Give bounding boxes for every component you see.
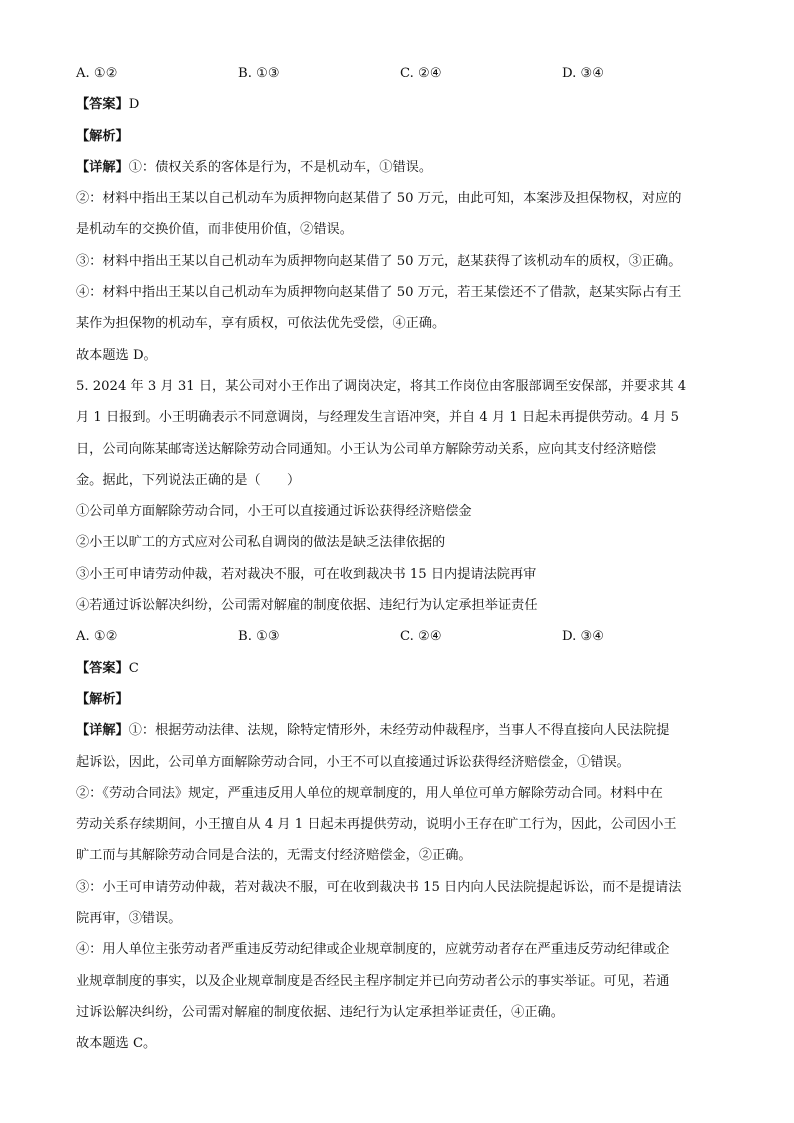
q5-detail-line: 过诉讼解决纠纷，公司需对解雇的制度依据、违纪行为认定承担举证责任，④正确。 — [76, 1004, 564, 1020]
analysis-tag: 【解析】 — [76, 691, 129, 707]
detail-text: ①：债权关系的客体是行为，不是机动车，①错误。 — [128, 159, 433, 175]
q5-answer — [76, 653, 726, 684]
q5-detail-line: 院再审，③错误。 — [76, 911, 182, 927]
q5-option: ①公司单方面解除劳动合同，小王可以直接通过诉讼获得经济赔偿金 — [76, 504, 472, 520]
answer-value: C — [128, 660, 139, 676]
q5-stem-line: 日，公司向陈某邮寄送达解除劳动合同通知。小王认为公司单方解除劳动关系，应向其支付经济赔偿 — [76, 441, 657, 457]
detail-tag: 【详解】 — [76, 723, 129, 739]
q5-choice-b: B. ①③ — [238, 629, 280, 645]
q4-answer — [76, 89, 726, 120]
q5-detail-line: 劳动关系存续期间，小王擅自从 4 月 1 日起未再提供劳动，说明小王存在旷工行为，因此，公司因小王 — [76, 817, 677, 833]
q5-stem-line: 月 1 日报到。小王明确表示不同意调岗，与经理发生言语冲突，并自 4 月 1 日起未再提供劳动。4 月 5 — [76, 410, 679, 426]
document-page — [76, 58, 726, 1060]
q5-detail-line: ②：《劳动合同法》规定，严重违反用人单位的规章制度的，用人单位可单方解除劳动合同。材料中在 — [76, 785, 663, 801]
answer-value: D — [128, 97, 140, 113]
q5-detail-line — [76, 715, 726, 746]
detail-text: ①：根据劳动法律、法规，除特定情形外，未经劳动仲裁程序，当事人不得直接向人民法院提 — [128, 723, 670, 739]
q4-analysis — [76, 121, 726, 152]
q5-choice-c: C. ②④ — [400, 629, 442, 645]
q5-detail-line: 起诉讼，因此，公司单方面解除劳动合同，小王不可以直接通过诉讼获得经济赔偿金，①错误。 — [76, 754, 630, 770]
q4-conclusion: 故本题选 D。 — [76, 347, 157, 363]
q5-choices — [76, 621, 726, 652]
q5-detail-line: 业规章制度的事实，以及企业规章制度是否经民主程序制定并已向劳动者公示的事实举证。可见，若通 — [76, 973, 670, 989]
detail-tag: 【详解】 — [76, 159, 129, 175]
q5-detail-line: ③：小王可申请劳动仲裁，若对裁决不服，可在收到裁决书 15 日内向人民法院提起诉讼，而不是提请法 — [76, 879, 682, 895]
q5-stem-line: 金。据此，下列说法正确的是（ ） — [76, 472, 301, 488]
q4-detail-line: 某作为担保物的机动车，享有质权，可依法优先受偿，④正确。 — [76, 316, 446, 332]
q4-choice-d: D. ③④ — [562, 66, 605, 81]
q4-detail-line: ②：材料中指出王某以自己机动车为质押物向赵某借了 50 万元，由此可知，本案涉及担保物权，对应的 — [76, 191, 682, 207]
q5-stem-line: 5. 2024 年 3 月 31 日，某公司对小王作出了调岗决定，将其工作岗位由客服部调至安保部，并要求其 4 — [76, 378, 687, 394]
answer-tag: 【答案】 — [76, 660, 129, 676]
q4-detail-line: 是机动车的交换价值，而非使用价值，②错误。 — [76, 222, 353, 238]
q4-detail-line: ④：材料中指出王某以自己机动车为质押物向赵某借了 50 万元，若王某偿还不了借款，赵某实际占有王 — [76, 285, 682, 301]
answer-tag: 【答案】 — [76, 97, 129, 113]
q4-detail-line — [76, 152, 726, 183]
q5-choice-a: A. ①② — [76, 629, 118, 645]
q5-option: ②小王以旷工的方式应对公司私自调岗的做法是缺乏法律依据的 — [76, 535, 446, 551]
q4-choice-a: A. ①② — [76, 66, 118, 81]
q5-option: ③小王可申请劳动仲裁，若对裁决不服，可在收到裁决书 15 日内提请法院再审 — [76, 566, 537, 582]
q5-choice-d: D. ③④ — [562, 629, 605, 645]
q5-conclusion: 故本题选 C。 — [76, 1036, 157, 1052]
q4-detail-line: ③：材料中指出王某以自己机动车为质押物向赵某借了 50 万元，赵某获得了该机动车的质权，③正确。 — [76, 253, 682, 269]
analysis-tag: 【解析】 — [76, 128, 129, 144]
q5-analysis — [76, 684, 726, 715]
q5-detail-line: 旷工而与其解除劳动合同是合法的，无需支付经济赔偿金，②正确。 — [76, 848, 472, 864]
q4-choices — [76, 58, 726, 89]
q5-option: ④若通过诉讼解决纠纷，公司需对解雇的制度依据、违纪行为认定承担举证责任 — [76, 598, 538, 614]
q5-detail-line: ④：用人单位主张劳动者严重违反劳动纪律或企业规章制度的，应就劳动者存在严重违反劳动纪律或企 — [76, 942, 670, 958]
q4-choice-b: B. ①③ — [238, 66, 280, 81]
q4-choice-c: C. ②④ — [400, 66, 442, 81]
